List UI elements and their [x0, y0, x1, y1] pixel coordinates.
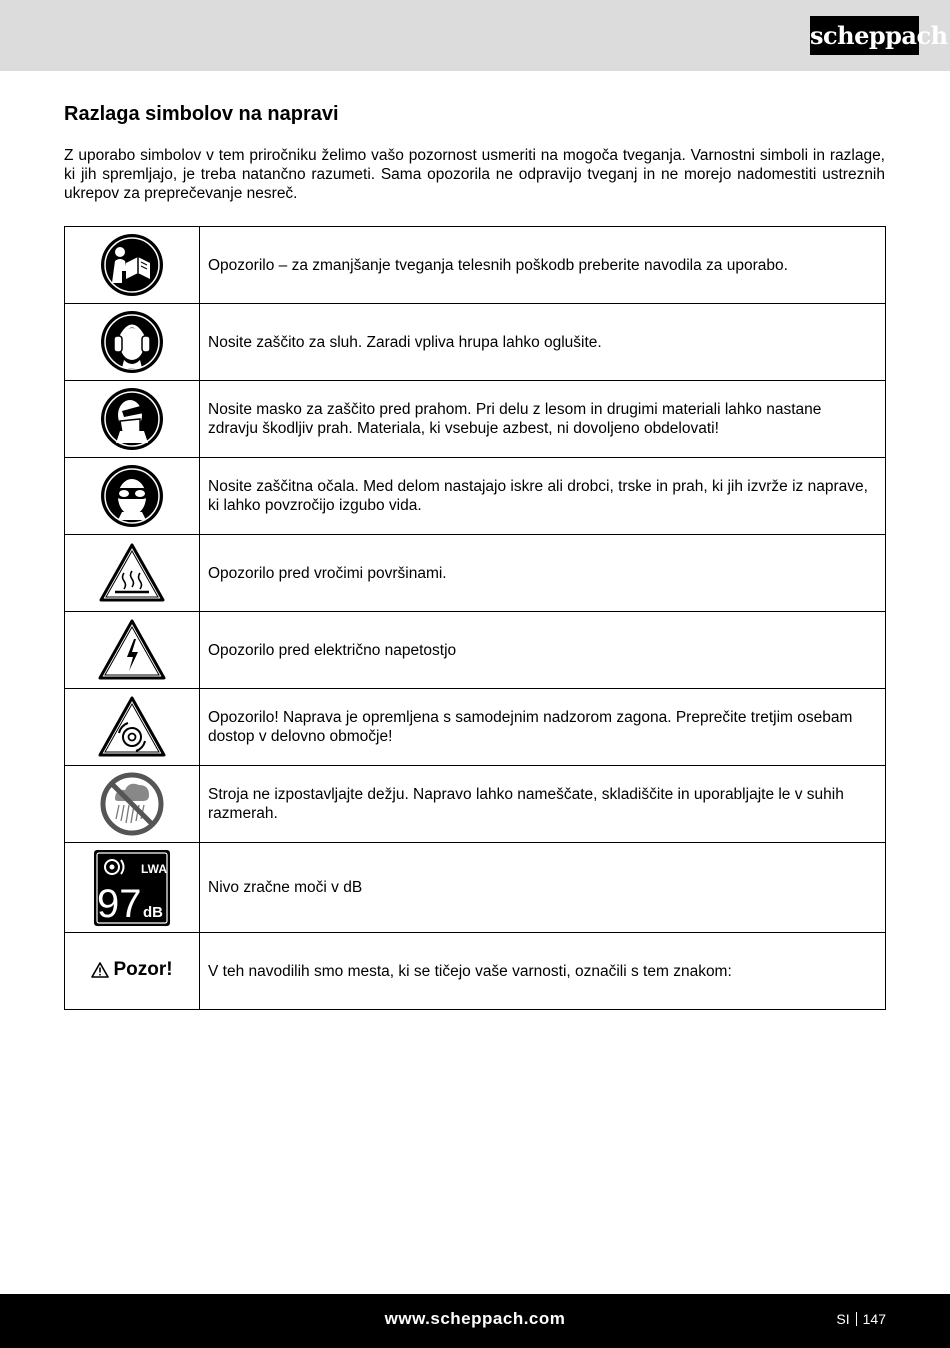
symbols-table — [64, 226, 886, 1010]
symbol-cell — [65, 227, 200, 304]
electric-voltage-warning-icon — [98, 619, 166, 681]
sound-power-level-icon — [93, 849, 171, 927]
table-row — [65, 933, 886, 1010]
symbol-description: Nosite zaščitna očala. Med delom nastajajo iskre ali drobci, trske in prah, ki jih izvrže iz naprave, ki lahko povzročijo izgubo vida. — [200, 458, 886, 535]
symbol-description: V teh navodilih smo mesta, ki se tičejo vaše varnosti, označili s tem znakom: — [200, 933, 886, 1010]
symbol-description: Opozorilo pred vročimi površinami. — [200, 535, 886, 612]
page-title: Razlaga simbolov na napravi — [64, 103, 339, 125]
table-row — [65, 689, 886, 766]
lwa-label: LWA — [141, 861, 167, 876]
symbol-cell — [65, 304, 200, 381]
warning-triangle-icon — [91, 962, 109, 978]
symbol-description: Opozorilo! Naprava je opremljena s samodejnim nadzorom zagona. Preprečite tretjim osebam dostop v delovno območje! — [200, 689, 886, 766]
ear-protection-icon — [100, 310, 164, 374]
table-row — [65, 843, 886, 933]
hot-surface-warning-icon — [99, 543, 165, 603]
table-row — [65, 766, 886, 843]
intro-paragraph: Z uporabo simbolov v tem priročniku želimo vašo pozornost usmeriti na mogoča tveganja. Varnostni simboli in razlage, ki jih spremljajo, je treba natančno razumeti. Sama opozorila ne odpravijo tveganj in ne morejo nadomestiti ustreznih ukrepov za preprečevanje nesreč. — [64, 147, 885, 202]
symbol-description: Nosite masko za zaščito pred prahom. Pri delu z lesom in drugimi materiali lahko nastane zdravju škodljiv prah. Materiala, ki vsebuje azbest, ni dovoljeno obdelovati! — [200, 381, 886, 458]
symbol-cell — [65, 612, 200, 689]
pozor-text: Pozor! — [113, 959, 173, 980]
table-row — [65, 381, 886, 458]
symbol-cell — [65, 766, 200, 843]
symbol-cell — [65, 843, 200, 933]
sound-value: 97 — [97, 881, 142, 926]
website-url: www.scheppach.com — [384, 1309, 566, 1328]
language-code: SI — [836, 1311, 850, 1327]
symbol-cell — [65, 458, 200, 535]
no-rain-icon — [99, 771, 165, 837]
symbol-cell — [65, 535, 200, 612]
scheppach-logo: scheppach — [810, 16, 919, 55]
table-row — [65, 458, 886, 535]
symbol-description: Stroja ne izpostavljajte dežju. Napravo lahko nameščate, skladiščite in uporabljajte le v suhih razmerah. — [200, 766, 886, 843]
symbol-cell — [65, 933, 200, 1010]
pozor-label — [91, 959, 172, 981]
automatic-start-warning-icon — [98, 696, 166, 758]
symbol-description: Opozorilo pred električno napetostjo — [200, 612, 886, 689]
table-row — [65, 535, 886, 612]
footer-bar — [0, 1294, 950, 1348]
table-row — [65, 227, 886, 304]
safety-goggles-icon — [100, 464, 164, 528]
table-row — [65, 612, 886, 689]
read-manual-icon — [100, 233, 164, 297]
symbol-description: Nosite zaščito za sluh. Zaradi vpliva hrupa lahko oglušite. — [200, 304, 886, 381]
table-row — [65, 304, 886, 381]
page-indicator — [836, 1311, 886, 1327]
page-divider — [856, 1312, 857, 1326]
symbol-cell — [65, 689, 200, 766]
sound-unit: dB — [143, 903, 163, 921]
symbol-cell — [65, 381, 200, 458]
dust-mask-icon — [100, 387, 164, 451]
top-bar — [0, 0, 950, 71]
symbol-description: Nivo zračne moči v dB — [200, 843, 886, 933]
symbol-description: Opozorilo – za zmanjšanje tveganja telesnih poškodb preberite navodila za uporabo. — [200, 227, 886, 304]
page-number: 147 — [862, 1311, 886, 1327]
